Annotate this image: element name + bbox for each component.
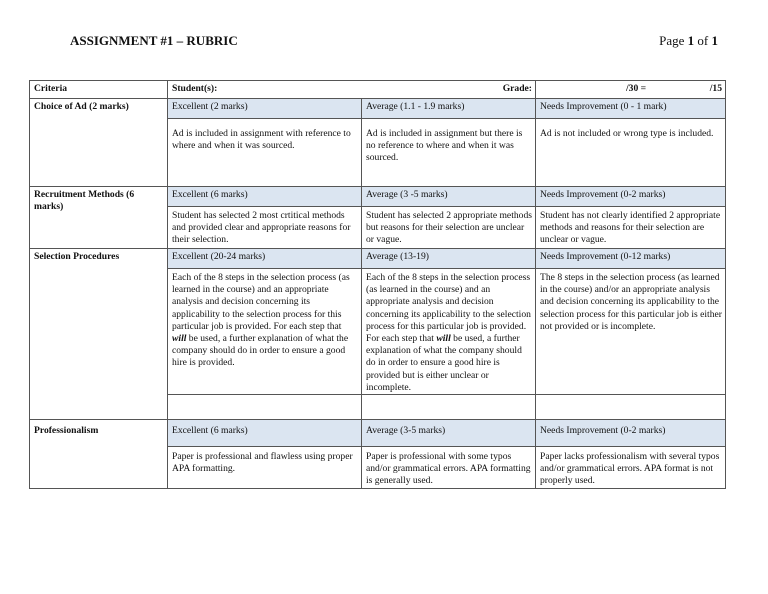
- level-needs-improvement: Needs Improvement (0-12 marks): [536, 249, 726, 269]
- page-of: of: [694, 33, 712, 48]
- score-out-of-30: /30 =: [626, 83, 647, 94]
- level-needs-improvement: Needs Improvement (0 - 1 mark): [536, 99, 726, 119]
- level-excellent: Excellent (6 marks): [168, 420, 362, 447]
- page-current: 1: [687, 33, 695, 48]
- rubric-table: [29, 80, 726, 489]
- description-excellent: Ad is included in assignment with reference to where and when it was sourced.: [168, 119, 362, 187]
- description-text: Each of the 8 steps in the selection process (as learned in the course) and an appropriate analysis and decision concerning its applicability to the selection process for this particular job is provided. For each step that: [172, 272, 350, 332]
- description-needs-improvement: Ad is not included or wrong type is included.: [536, 119, 726, 187]
- empty-cell: [168, 395, 362, 420]
- level-average: Average (3 -5 marks): [362, 187, 536, 207]
- score-out-of-15: /15: [709, 83, 722, 94]
- description-needs-improvement: Student has not clearly identified 2 appropriate methods and reasons for their selection are unclear or vague.: [536, 207, 726, 249]
- level-excellent: Excellent (2 marks): [168, 99, 362, 119]
- empty-cell: [536, 395, 726, 420]
- description-excellent: Paper is professional and flawless using proper APA formatting.: [168, 447, 362, 489]
- level-needs-improvement: Needs Improvement (0-2 marks): [536, 187, 726, 207]
- description-text: be used, a further explanation of what the company should do in order to ensure a good hire is provided.: [172, 333, 349, 369]
- level-excellent: Excellent (20-24 marks): [168, 249, 362, 269]
- level-excellent: Excellent (6 marks): [168, 187, 362, 207]
- table-row: [30, 249, 726, 269]
- description-excellent: [168, 269, 362, 395]
- empty-cell: [362, 395, 536, 420]
- document-header: [70, 33, 718, 51]
- table-header-row: [30, 81, 726, 99]
- criterion-cell: Selection Procedures: [30, 249, 168, 420]
- description-excellent: Student has selected 2 most crtitical methods and provided clear and appropriate reasons for their selection.: [168, 207, 362, 249]
- table-row: [30, 420, 726, 447]
- criterion-cell: Choice of Ad (2 marks): [30, 99, 168, 187]
- description-average: Paper is professional with some typos and/or grammatical errors. APA formatting is generally used.: [362, 447, 536, 489]
- level-average: Average (13-19): [362, 249, 536, 269]
- level-needs-improvement: Needs Improvement (0-2 marks): [536, 420, 726, 447]
- students-header: [168, 81, 536, 99]
- grade-label: Grade:: [502, 83, 532, 94]
- page-number: [659, 33, 718, 49]
- document-title: ASSIGNMENT #1 – RUBRIC: [70, 33, 238, 48]
- table-row: [30, 99, 726, 119]
- students-label: Student(s):: [172, 83, 218, 94]
- description-average: Student has selected 2 appropriate methods but reasons for their selection are unclear or vague.: [362, 207, 536, 249]
- description-text: Each of the 8 steps in the selection process (as learned in the course) and an appropriate analysis and decision concerning its applicability to the selection process for this particular job is provided. For each step that: [366, 272, 531, 345]
- page-prefix: Page: [659, 33, 688, 48]
- criteria-header: Criteria: [30, 81, 168, 99]
- description-needs-improvement: Paper lacks professionalism with several typos and/or grammatical errors. APA format is not properly used.: [536, 447, 726, 489]
- description-average: [362, 269, 536, 395]
- table-row: [30, 187, 726, 207]
- emphasis-will: will: [436, 333, 451, 345]
- criterion-cell: Professionalism: [30, 420, 168, 489]
- description-text: be used, a further explanation of what the company should do in order to ensure a good hire is provided but is either unclear or incomplete.: [366, 333, 522, 393]
- description-needs-improvement: The 8 steps in the selection process (as learned in the course) and/or an appropriate analysis and decision concerning its applicability to the selection process for this particular job is either not provided or is incomplete.: [536, 269, 726, 395]
- score-header: [536, 81, 726, 99]
- level-average: Average (3-5 marks): [362, 420, 536, 447]
- emphasis-will: will: [172, 333, 187, 345]
- page-total: 1: [711, 33, 718, 48]
- level-average: Average (1.1 - 1.9 marks): [362, 99, 536, 119]
- description-average: Ad is included in assignment but there is no reference to where and when it was sourced.: [362, 119, 536, 187]
- criterion-cell: Recruitment Methods (6 marks): [30, 187, 168, 249]
